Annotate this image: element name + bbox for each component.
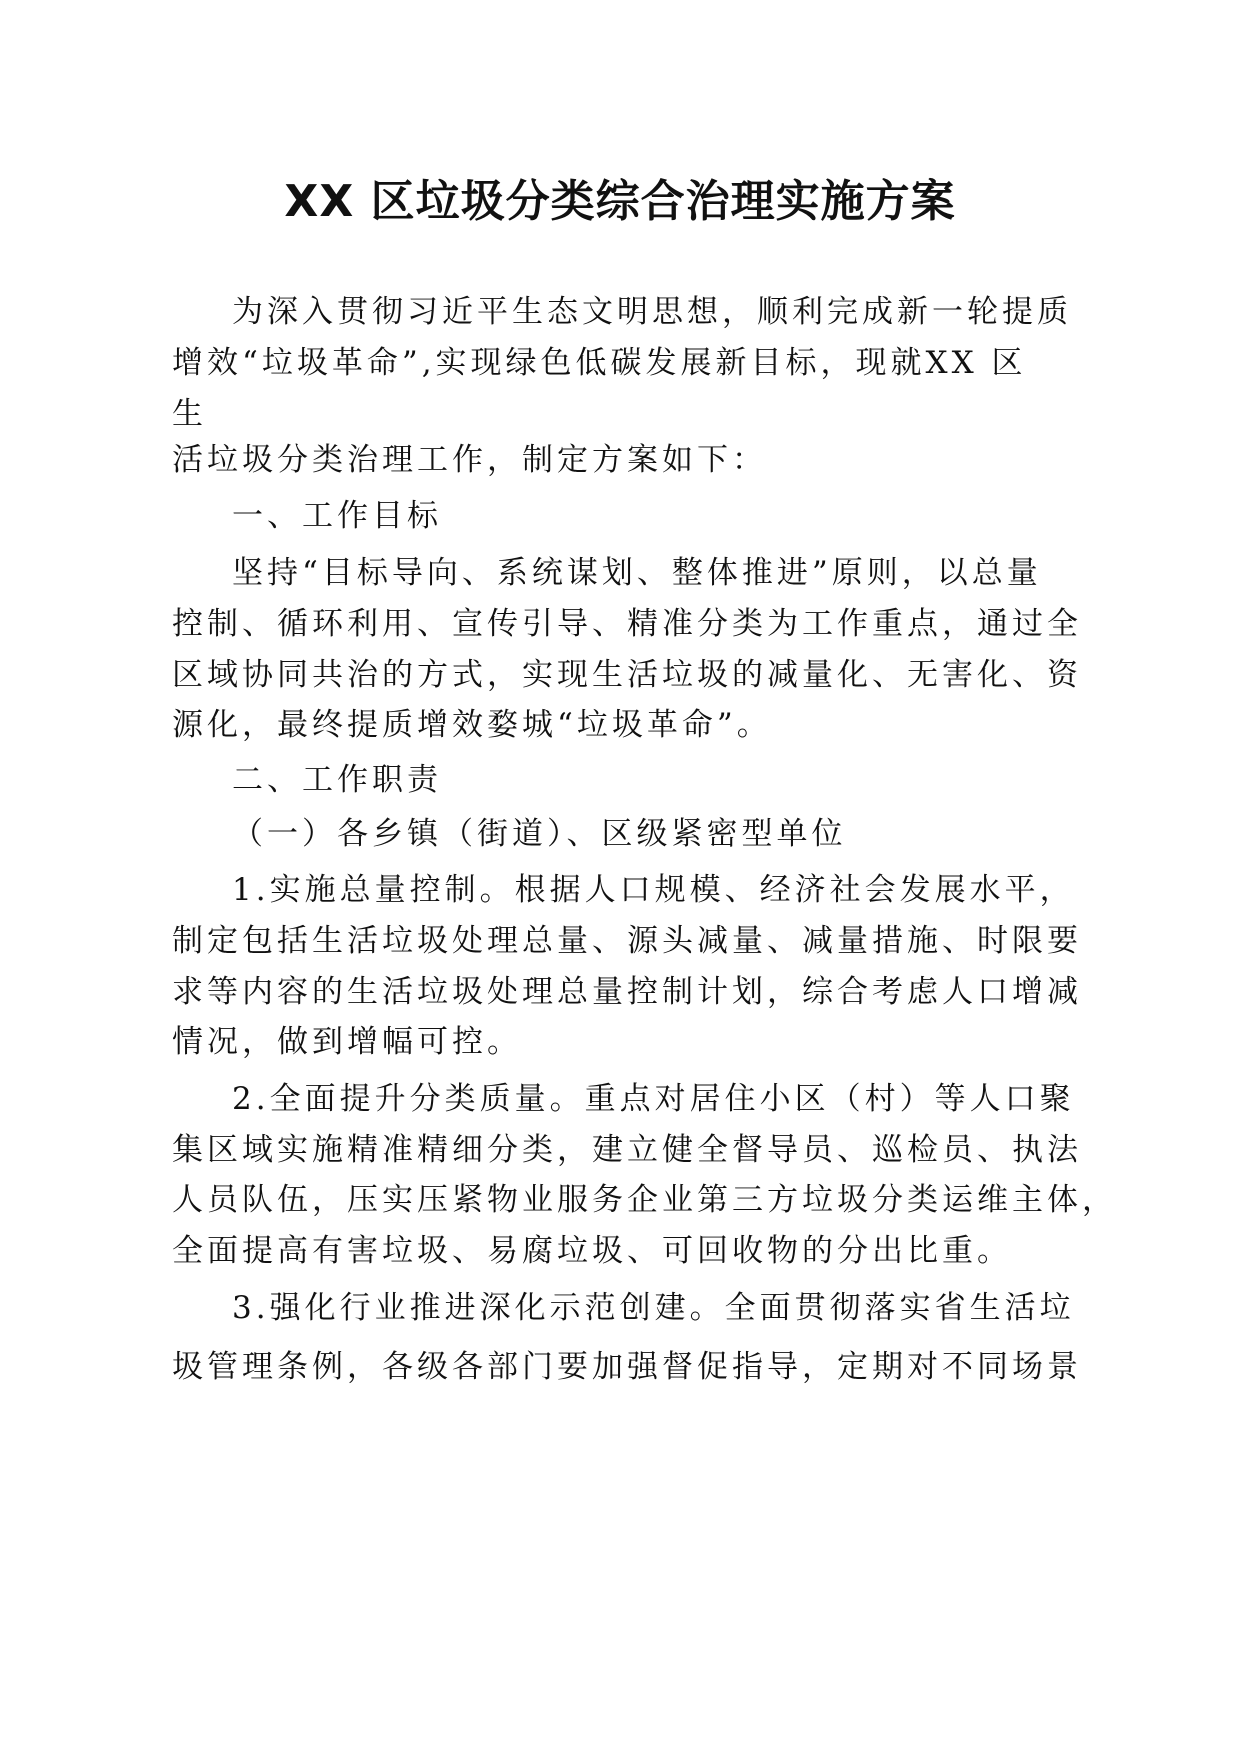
paragraph-line: 人员队伍，压实压紧物业服务企业第三方垃圾分类运维主体， <box>172 1182 1117 1218</box>
paragraph-line: 全面提高有害垃圾、易腐垃圾、可回收物的分出比重。 <box>172 1233 1012 1269</box>
paragraph-line: 3.强化行业推进深化示范创建。全面贯彻落实省生活垃 <box>232 1290 1075 1326</box>
paragraph-line: 活垃圾分类治理工作，制定方案如下： <box>172 442 767 478</box>
paragraph-line: 圾管理条例，各级各部门要加强督促指导，定期对不同场景 <box>172 1349 1082 1385</box>
paragraph-line: 集区域实施精准精细分类，建立健全督导员、巡检员、执法 <box>172 1132 1082 1168</box>
paragraph-line: 为深入贯彻习近平生态文明思想，顺利完成新一轮提质 <box>232 294 1072 330</box>
paragraph-line: 2.全面提升分类质量。重点对居住小区（村）等人口聚 <box>232 1081 1075 1117</box>
paragraph-line: 1.实施总量控制。根据人口规模、经济社会发展水平， <box>232 872 1075 908</box>
paragraph-line: 控制、循环利用、宣传引导、精准分类为工作重点，通过全 <box>172 606 1082 642</box>
paragraph-line: 生 <box>172 396 207 432</box>
section-heading: 二、工作职责 <box>232 762 442 798</box>
paragraph-line: 坚持“目标导向、系统谋划、整体推进”原则，以总量 <box>232 555 1042 591</box>
paragraph-line: 制定包括生活垃圾处理总量、源头减量、减量措施、时限要 <box>172 923 1082 959</box>
paragraph-line: 源化，最终提质增效婺城“垃圾革命”。 <box>172 707 772 743</box>
document-title: XX 区垃圾分类综合治理实施方案 <box>284 176 956 227</box>
paragraph-line: 求等内容的生活垃圾处理总量控制计划，综合考虑人口增减 <box>172 974 1082 1010</box>
paragraph-line: 情况，做到增幅可控。 <box>172 1024 522 1060</box>
paragraph-line: 增效“垃圾革命”,实现绿色低碳发展新目标，现就XX 区 <box>172 345 1027 381</box>
paragraph-line: 区域协同共治的方式，实现生活垃圾的减量化、无害化、资 <box>172 657 1082 693</box>
subsection-heading: （一）各乡镇（街道）、区级紧密型单位 <box>232 816 847 852</box>
section-heading: 一、工作目标 <box>232 498 442 534</box>
